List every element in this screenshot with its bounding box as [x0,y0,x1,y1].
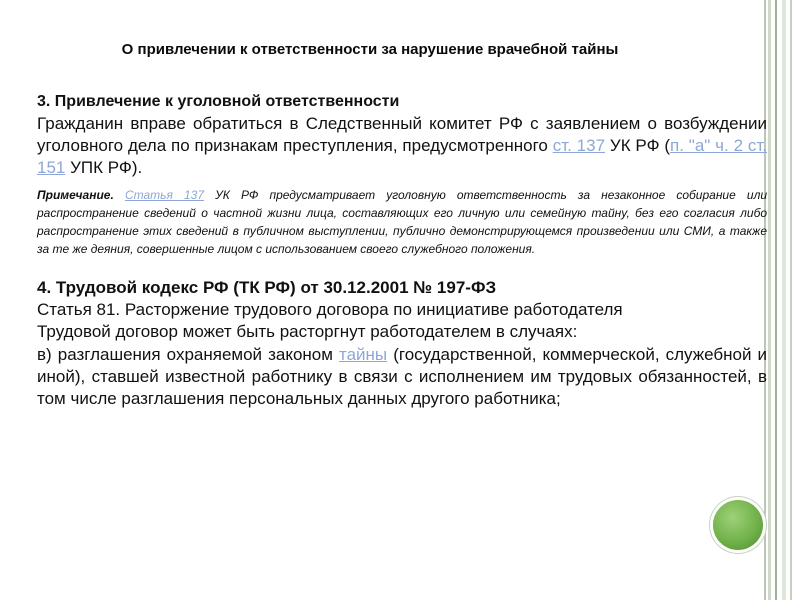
section-3-paragraph [37,113,767,179]
section-4-heading: 4. Трудовой кодекс РФ (ТК РФ) от 30.12.2001 № 197-ФЗ [37,278,497,297]
note-text: УК РФ предусматривает уголовную ответственность за незаконное собирание или распространение сведений о частной жизни лица, составляющих его личную или семейную тайну, без его согласия либо распространение этих сведений в публичном выступлении, публично демонстрирующемся произведении или СМИ, а также за те же деяния, совершенные лицом с использованием своего служебного положения. [37,188,768,256]
frame-stripe [775,0,777,600]
article-81-intro: Трудовой договор может быть расторгнут работодателем в случаях: [37,322,578,341]
slide-title: О привлечении к ответственности за нарушение врачебной тайны [121,41,619,58]
note-article-137-link[interactable]: Статья 137 [124,188,204,202]
decorative-green-circle [713,500,763,550]
section-3-text: УК РФ ( [605,136,671,155]
article-81-item-v [37,344,767,410]
frame-stripe [768,0,771,600]
section-3-text: Гражданин вправе обратиться в Следственный комитет РФ с заявлением о возбуждении уголовного дела по признакам преступления, предусмотренного [37,114,767,155]
note-paragraph [37,186,767,258]
frame-stripe [790,0,792,600]
item-text: в) разглашения охраняемой законом [37,345,339,364]
article-137-link[interactable]: ст. 137 [552,136,606,155]
frame-stripe [782,0,786,600]
item-text: (государственной, коммерческой, служебной и иной), ставшей известной работнику в связи с исполнением им трудовых обязанностей, в том числе разглашения персональных данных другого работника; [37,345,768,408]
secret-link[interactable]: тайны [339,345,388,364]
section-3-text: УПК РФ). [65,158,143,177]
article-81-title: Статья 81. Расторжение трудового договора по инициативе работодателя [37,300,623,319]
section-3-heading: 3. Привлечение к уголовной ответственности [37,93,400,110]
note-label: Примечание. [37,188,114,202]
upk-151-link[interactable]: п. "а" ч. 2 ст. 151 [37,136,767,177]
